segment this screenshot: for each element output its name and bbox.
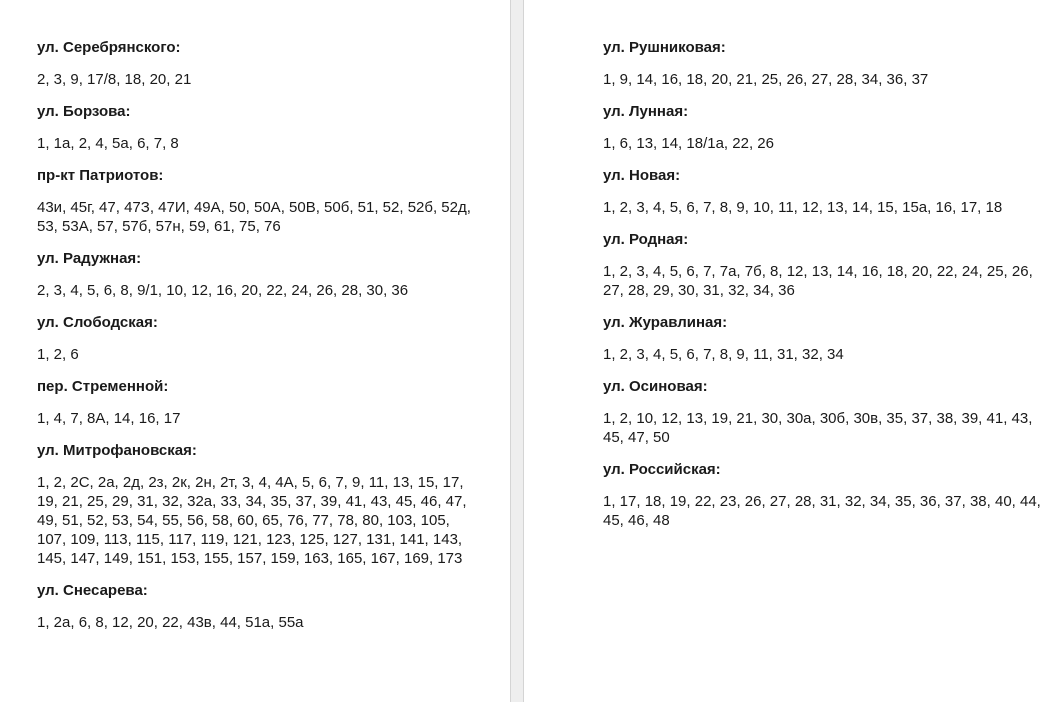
street-name: ул. Снесарева:	[37, 582, 148, 599]
street-name: ул. Осиновая:	[603, 378, 708, 395]
street-name: ул. Серебрянского:	[37, 39, 181, 56]
street-name: ул. Борзова:	[37, 103, 131, 120]
house-numbers: 1, 6, 13, 14, 18/1а, 22, 26	[603, 135, 774, 152]
street-entry	[603, 460, 1043, 530]
street-name: ул. Рушниковая:	[603, 39, 726, 56]
street-name: пер. Стременной:	[37, 378, 169, 395]
street-entry	[603, 166, 1043, 217]
page-gutter	[510, 0, 524, 702]
house-numbers: 1, 2, 3, 4, 5, 6, 7, 7а, 7б, 8, 12, 13, 14, 16, 18, 20, 22, 24, 25, 26, 27, 28, 29, 30, 31, 32, 34, 36	[603, 263, 1033, 299]
street-list-right	[603, 38, 1043, 543]
street-entry	[37, 377, 477, 428]
street-entry	[37, 249, 477, 300]
house-numbers: 1, 2, 6	[37, 346, 79, 363]
house-numbers: 1, 9, 14, 16, 18, 20, 21, 25, 26, 27, 28, 34, 36, 37	[603, 71, 929, 88]
street-entry	[37, 166, 477, 236]
house-numbers: 1, 1а, 2, 4, 5а, 6, 7, 8	[37, 135, 179, 152]
street-name: ул. Лунная:	[603, 103, 689, 120]
street-entry	[37, 581, 477, 632]
street-name: ул. Российская:	[603, 461, 721, 478]
street-entry	[603, 377, 1043, 447]
street-list-left	[37, 38, 477, 645]
street-entry	[37, 441, 477, 568]
document-page-left	[0, 0, 510, 702]
house-numbers: 1, 2, 10, 12, 13, 19, 21, 30, 30а, 30б, 30в, 35, 37, 38, 39, 41, 43, 45, 47, 50	[603, 410, 1033, 446]
document-page-right	[524, 0, 1054, 702]
house-numbers: 1, 17, 18, 19, 22, 23, 26, 27, 28, 31, 32, 34, 35, 36, 37, 38, 40, 44, 45, 46, 48	[603, 493, 1041, 529]
house-numbers: 1, 2а, 6, 8, 12, 20, 22, 43в, 44, 51а, 55а	[37, 614, 304, 631]
house-numbers: 43и, 45г, 47, 47З, 47И, 49А, 50, 50А, 50В, 50б, 51, 52, 52б, 52д, 53, 53А, 57, 57б, 57н, 59, 61, 75, 76	[37, 199, 471, 235]
street-entry	[37, 313, 477, 364]
house-numbers: 1, 2, 3, 4, 5, 6, 7, 8, 9, 10, 11, 12, 13, 14, 15, 15а, 16, 17, 18	[603, 199, 1003, 216]
house-numbers: 2, 3, 4, 5, 6, 8, 9/1, 10, 12, 16, 20, 22, 24, 26, 28, 30, 36	[37, 282, 409, 299]
street-name: ул. Новая:	[603, 167, 681, 184]
street-name: ул. Журавлиная:	[603, 314, 728, 331]
house-numbers: 1, 2, 2С, 2а, 2д, 2з, 2к, 2н, 2т, 3, 4, 4А, 5, 6, 7, 9, 11, 13, 15, 17, 19, 21, 25, 29, 31, 32, 32а, 33, 34, 35, 37, 39, 41, 43, 45, 46, 47, 49, 51, 52, 53, 54, 55, 56, 58, 60, 65, 76, 77, 78, 80, 103, 105, 107, 109, 113, 115, 117, 119, 121, 123, 125, 127, 131, 141, 143, 145, 147, 149, 151, 153, 155, 157, 159, 163, 165, 167, 169, 173	[37, 474, 467, 567]
street-name: ул. Радужная:	[37, 250, 142, 267]
house-numbers: 1, 4, 7, 8А, 14, 16, 17	[37, 410, 181, 427]
street-name: ул. Митрофановская:	[37, 442, 197, 459]
street-entry	[603, 313, 1043, 364]
street-entry	[603, 38, 1043, 89]
street-entry	[37, 102, 477, 153]
street-entry	[603, 102, 1043, 153]
street-entry	[603, 230, 1043, 300]
street-name: ул. Слободская:	[37, 314, 158, 331]
street-name: пр-кт Патриотов:	[37, 167, 164, 184]
street-name: ул. Родная:	[603, 231, 689, 248]
house-numbers: 2, 3, 9, 17/8, 18, 20, 21	[37, 71, 192, 88]
house-numbers: 1, 2, 3, 4, 5, 6, 7, 8, 9, 11, 31, 32, 34	[603, 346, 844, 363]
street-entry	[37, 38, 477, 89]
